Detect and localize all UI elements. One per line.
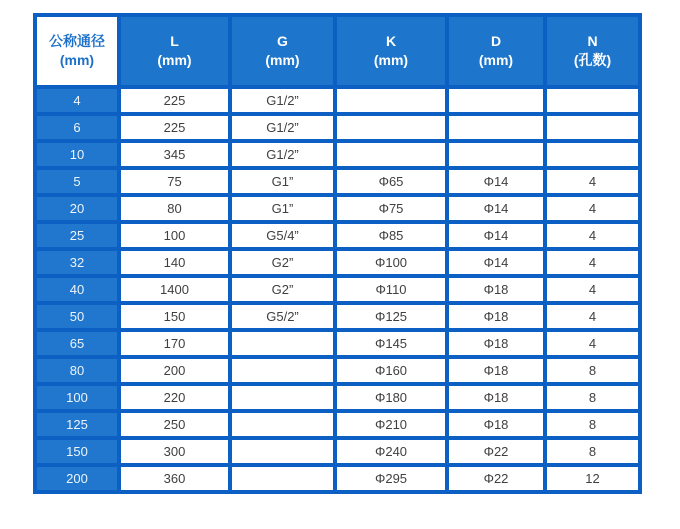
cell-l: 75 [121,170,228,193]
cell-d: Φ14 [449,224,543,247]
cell-g: G2” [232,251,333,274]
table-row [37,143,638,166]
cell-d: Φ14 [449,197,543,220]
cell-nominal-diameter: 32 [37,251,117,274]
table-row [37,305,638,328]
cell-g [232,386,333,409]
table-header [37,17,638,85]
cell-g: G2” [232,278,333,301]
header-line2: (mm) [59,52,95,68]
cell-k [337,143,445,166]
cell-l: 170 [121,332,228,355]
cell-g: G5/4” [232,224,333,247]
table-row [37,170,638,193]
header-line1: K [385,33,397,49]
cell-k: Φ145 [337,332,445,355]
cell-nominal-diameter: 5 [37,170,117,193]
cell-g: G1” [232,170,333,193]
table-body [37,89,638,490]
header-n [547,17,638,85]
cell-n [547,143,638,166]
header-line2: (mm) [265,52,300,68]
cell-nominal-diameter: 50 [37,305,117,328]
cell-n: 8 [547,359,638,382]
header-line1: N [587,33,598,49]
cell-n: 4 [547,224,638,247]
cell-k: Φ100 [337,251,445,274]
table-row [37,116,638,139]
cell-nominal-diameter: 10 [37,143,117,166]
cell-g: G1/2” [232,89,333,112]
header-line2: (mm) [478,52,514,68]
cell-d: Φ22 [449,440,543,463]
cell-k: Φ110 [337,278,445,301]
cell-nominal-diameter: 100 [37,386,117,409]
cell-k: Φ160 [337,359,445,382]
cell-n: 4 [547,251,638,274]
cell-d: Φ14 [449,170,543,193]
header-row [37,17,638,85]
cell-l: 225 [121,89,228,112]
cell-d: Φ18 [449,332,543,355]
cell-d: Φ18 [449,305,543,328]
cell-nominal-diameter: 6 [37,116,117,139]
header-l [121,17,228,85]
cell-l: 140 [121,251,228,274]
table-row [37,278,638,301]
cell-n: 8 [547,413,638,436]
table-row [37,251,638,274]
cell-k: Φ210 [337,413,445,436]
cell-g [232,359,333,382]
cell-l: 250 [121,413,228,436]
header-nominal-diameter [37,17,117,85]
cell-d: Φ18 [449,278,543,301]
table-row [37,359,638,382]
cell-n: 4 [547,278,638,301]
cell-d: Φ14 [449,251,543,274]
cell-nominal-diameter: 80 [37,359,117,382]
cell-k: Φ65 [337,170,445,193]
table-row [37,467,638,490]
header-g [232,17,333,85]
cell-k: Φ295 [337,467,445,490]
cell-k: Φ240 [337,440,445,463]
cell-k: Φ180 [337,386,445,409]
cell-l: 360 [121,467,228,490]
header-line1: G [277,33,288,49]
header-line2: (孔数) [573,52,612,68]
cell-n: 4 [547,332,638,355]
cell-k [337,116,445,139]
cell-nominal-diameter: 150 [37,440,117,463]
cell-nominal-diameter: 200 [37,467,117,490]
cell-n [547,116,638,139]
cell-g: G1/2” [232,143,333,166]
cell-l: 220 [121,386,228,409]
cell-g [232,440,333,463]
cell-g: G1/2” [232,116,333,139]
cell-l: 300 [121,440,228,463]
cell-n: 8 [547,440,638,463]
cell-k: Φ75 [337,197,445,220]
table-row [37,332,638,355]
table-row [37,224,638,247]
cell-n: 8 [547,386,638,409]
header-line1: D [490,33,502,49]
cell-n [547,89,638,112]
cell-nominal-diameter: 25 [37,224,117,247]
cell-n: 4 [547,197,638,220]
cell-d [449,143,543,166]
cell-nominal-diameter: 20 [37,197,117,220]
cell-l: 200 [121,359,228,382]
cell-n: 4 [547,170,638,193]
cell-g [232,332,333,355]
cell-l: 80 [121,197,228,220]
cell-nominal-diameter: 40 [37,278,117,301]
table-row [37,197,638,220]
table-row [37,440,638,463]
table-row [37,386,638,409]
header-line2: (mm) [373,52,409,68]
cell-l: 345 [121,143,228,166]
cell-d [449,89,543,112]
table-row [37,89,638,112]
cell-n: 4 [547,305,638,328]
cell-g [232,467,333,490]
header-k [337,17,445,85]
cell-n: 12 [547,467,638,490]
dimension-spec-table [33,13,642,494]
cell-d: Φ18 [449,386,543,409]
cell-d: Φ18 [449,413,543,436]
cell-g: G5/2” [232,305,333,328]
header-line1: L [170,33,179,49]
header-line2: (mm) [157,52,192,68]
cell-nominal-diameter: 125 [37,413,117,436]
cell-k: Φ125 [337,305,445,328]
cell-nominal-diameter: 4 [37,89,117,112]
cell-l: 1400 [121,278,228,301]
cell-g: G1” [232,197,333,220]
cell-l: 225 [121,116,228,139]
cell-g [232,413,333,436]
header-line1: 公称通径 [49,33,105,49]
spec-table-container [33,13,642,494]
cell-d: Φ22 [449,467,543,490]
cell-nominal-diameter: 65 [37,332,117,355]
cell-l: 100 [121,224,228,247]
cell-k: Φ85 [337,224,445,247]
cell-d [449,116,543,139]
header-d [449,17,543,85]
table-row [37,413,638,436]
cell-l: 150 [121,305,228,328]
cell-d: Φ18 [449,359,543,382]
cell-k [337,89,445,112]
